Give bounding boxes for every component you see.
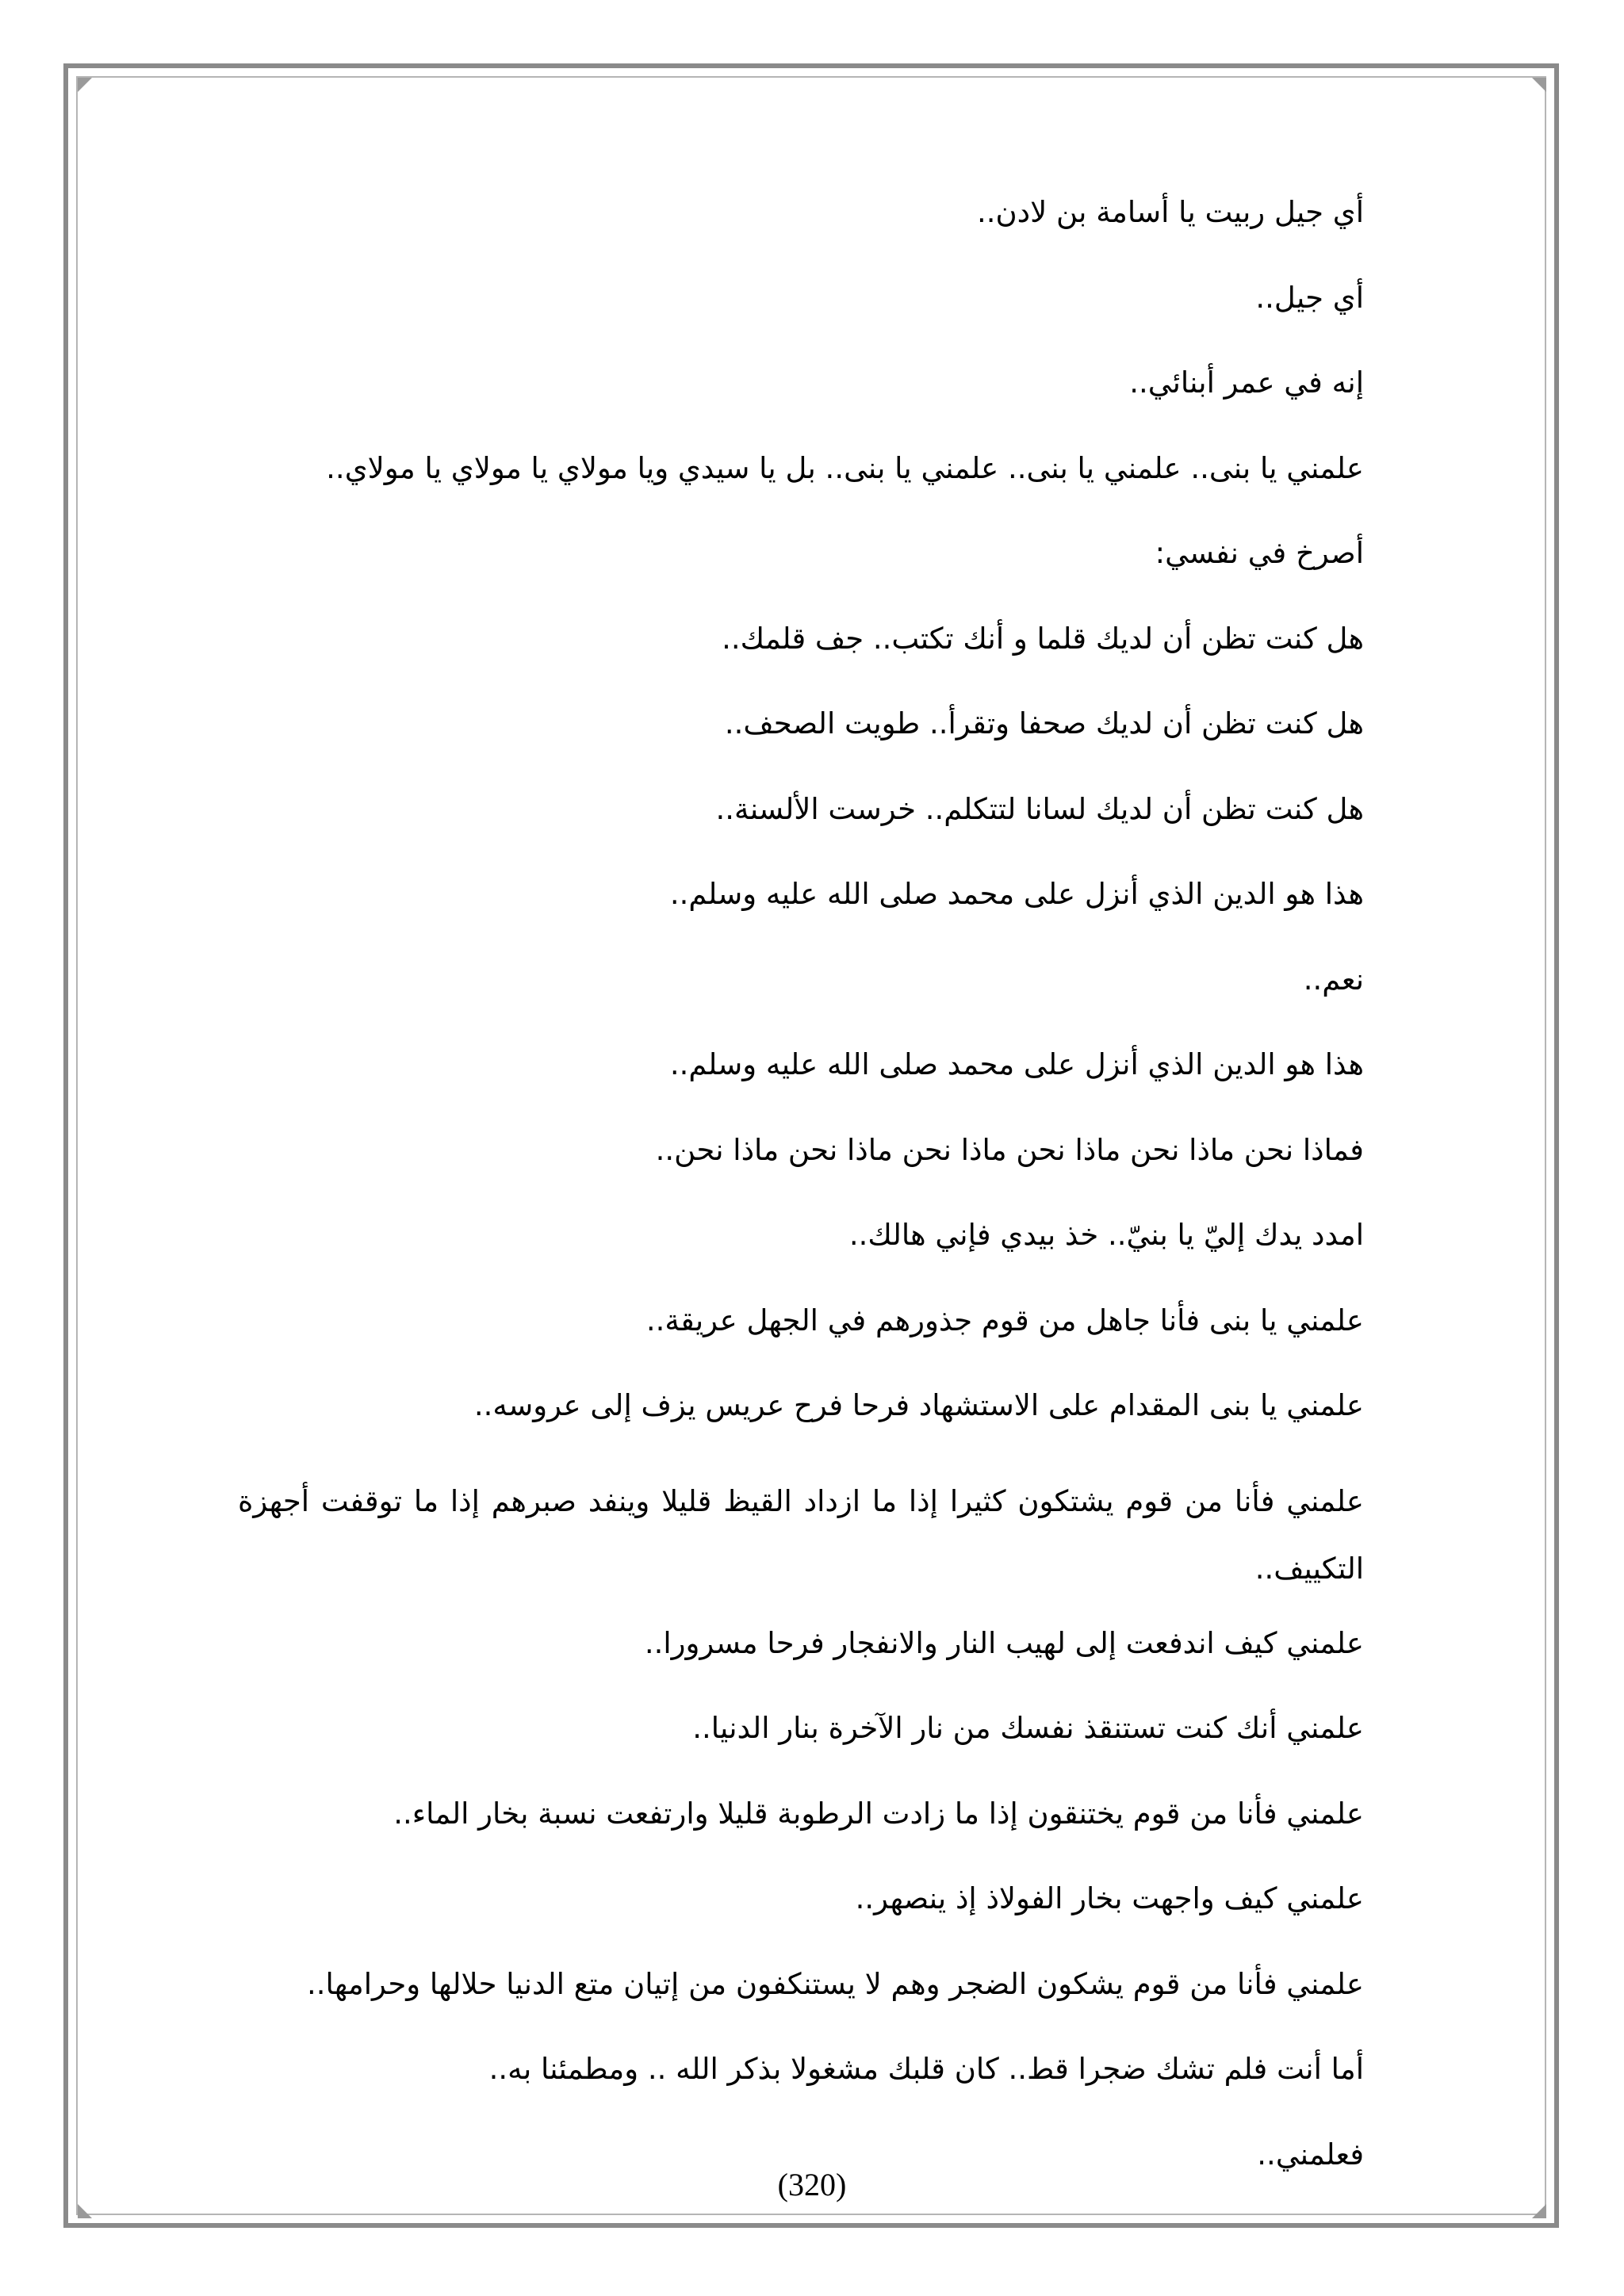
text-line: أي جيل..	[1255, 280, 1364, 315]
text-line: علمني يا بنى.. علمني يا بنى.. علمني يا بنى.. بل يا سيدي ويا مولاي يا مولاي يا مولاي..	[326, 450, 1364, 485]
text-line: نعم..	[1303, 962, 1364, 997]
text-line: فعلمني..	[1257, 2137, 1364, 2172]
text-line: علمني يا بنى فأنا جاهل من قوم جذورهم في الجهل عريقة..	[645, 1303, 1364, 1337]
text-line: علمني فأنا من قوم يشكون الضجر وهم لا يستنكفون من إتيان متع الدنيا حلالها وحرامها..	[307, 1966, 1364, 2001]
page-number: (320)	[777, 2167, 847, 2202]
text-line: امدد يدك إليّ يا بنيّ.. خذ بيدي فإني هالك..	[848, 1218, 1364, 1252]
text-line: هذا هو الدين الذي أنزل على محمد صلى الله عليه وسلم..	[669, 1047, 1364, 1081]
text-line: هل كنت تظن أن لديك صحفا وتقرأ.. طويت الصحف..	[724, 706, 1364, 740]
text-line: علمني فأنا من قوم يشتكون كثيرا إذا ما ازداد القيظ قليلا وينفد صبرهم إذا ما توقفت أجهزة التكييف..	[238, 1483, 1364, 1586]
text-line: أما أنت فلم تشك ضجرا قط.. كان قلبك مشغولا بذكر الله .. ومطمئنا به..	[488, 2052, 1364, 2086]
corner-ornament	[1532, 2204, 1546, 2218]
text-line: إنه في عمر أبنائي..	[1129, 365, 1364, 400]
page-text	[238, 189, 1364, 2216]
text-line: هذا هو الدين الذي أنزل على محمد صلى الله عليه وسلم..	[669, 877, 1364, 911]
text-line: علمني أنك كنت تستنقذ نفسك من نار الآخرة بنار الدنيا..	[692, 1711, 1364, 1745]
text-line: أصرخ في نفسي:	[1155, 536, 1364, 570]
text-line: علمني كيف واجهت بخار الفولاذ إذ ينصهر..	[855, 1881, 1364, 1915]
text-line: فماذا نحن ماذا نحن ماذا نحن ماذا نحن ماذا نحن ماذا نحن..	[655, 1132, 1364, 1167]
text-line: أي جيل ربيت يا أسامة بن لادن..	[976, 195, 1364, 229]
corner-ornament	[78, 78, 92, 92]
text-line: هل كنت تظن أن لديك قلما و أنك تكتب.. جف قلمك..	[722, 621, 1364, 656]
text-line: علمني كيف اندفعت إلى لهيب النار والانفجار فرحا مسرورا..	[644, 1625, 1364, 1660]
text-line: هل كنت تظن أن لديك لسانا لتتكلم.. خرست الألسنة..	[715, 791, 1364, 826]
text-line: علمني يا بنى المقدام على الاستشهاد فرحا فرح عريس يزف إلى عروسه..	[473, 1388, 1364, 1422]
corner-ornament	[1532, 78, 1546, 92]
corner-ornament	[78, 2204, 92, 2218]
text-line: علمني فأنا من قوم يختنقون إذا ما زادت الرطوبة قليلا وارتفعت نسبة بخار الماء..	[393, 1796, 1364, 1831]
